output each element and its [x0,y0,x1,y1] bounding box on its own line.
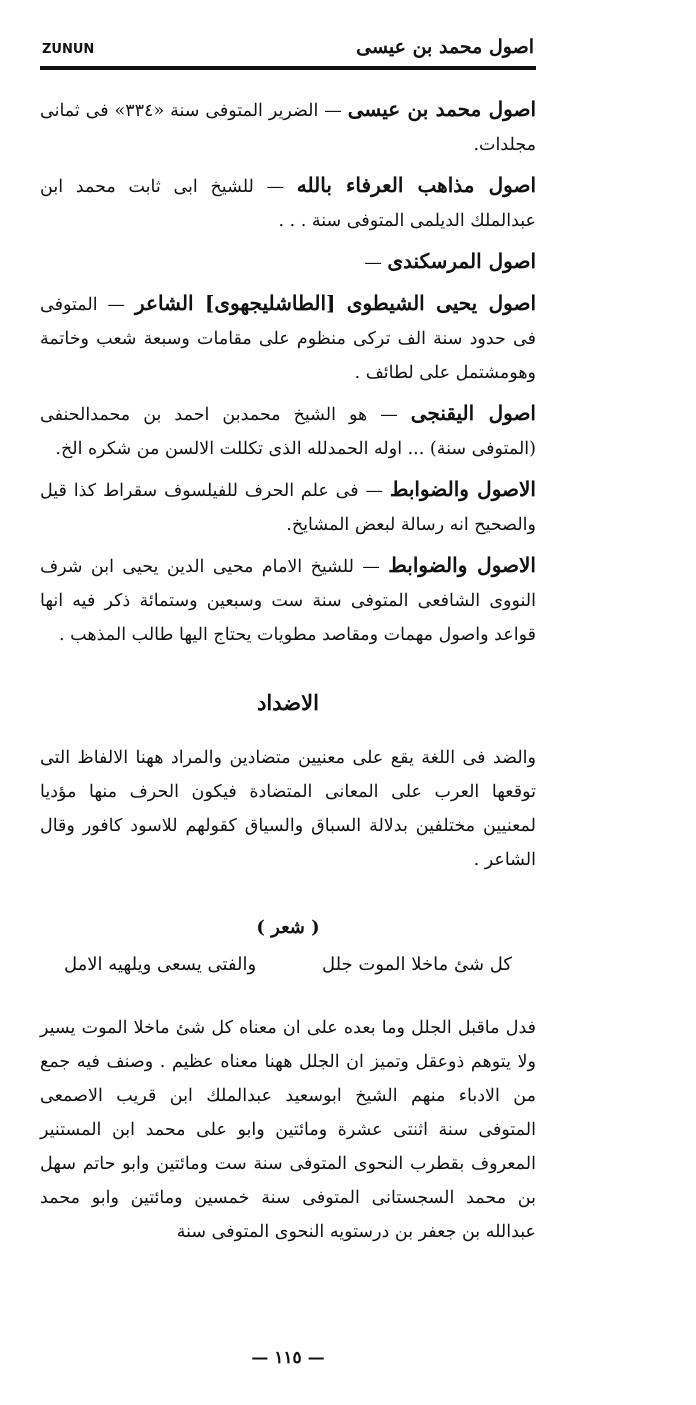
entry-text: — للشيخ ابى ثابت محمد ابن عبدالملك الديلمى المتوفى سنة . . . [40,177,536,231]
entry-heading: الاصول والضوابط [389,477,536,501]
entry [40,244,536,280]
entry-text: — الضرير المتوفى سنة «٣٣٤» فى ثمانى مجلدات. [40,101,536,155]
entry [40,396,536,466]
entry-heading: اصول اليقنجى [410,401,536,425]
entry-text: — [364,253,388,273]
running-head-title: اصول محمد بن عيسى [356,36,534,58]
entry [40,286,536,390]
page-number: — ١١٥ — [251,1348,325,1368]
entry-heading: اصول محمد بن عيسى [347,97,536,121]
entry-text: — المتوفى فى حدود سنة الف تركى منظوم على مقامات وسبعة شعب وخاتمة وهومشتمل على لطائف . [40,295,536,383]
entry [40,472,536,542]
entry-heading: الاصول والضوابط [388,553,536,577]
entries-list [40,92,536,652]
running-head-left: ZUNUN [42,42,95,57]
poem-verse [40,954,536,975]
entry-text: — فى علم الحرف للفيلسوف سقراط كذا قيل والصحيح انه رسالة لبعض المشايخ. [40,481,536,535]
header-rule [40,66,536,70]
entry [40,168,536,238]
poem-hemistich-second: والفتى يسعى ويلهيه الامل [64,954,257,975]
page [40,34,536,1384]
poem-label: ( شعر ) [256,917,320,938]
closing-paragraph: فدل ماقبل الجلل وما بعده على ان معناه كل شئ ماخلا الموت يسير ولا يتوهم ذوعقل وتميز ان الجلل ههنا معناه عظيم . وصنف فيه جمع من الادباء منهم الشيخ ابوسعيد عبدالملك ابن قريب الاصمعى المتوفى سنة اثنتى عشرة ومائتين وابو على محمد ابن المستنير المعروف بقطرب النحوى المتوفى سنة ست ومائتين وابو حاتم سهل بن محمد السجستانى المتوفى سنة خمسين ومائتين وابو محمد عبدالله بن جعفر بن درستويه النحوى المتوفى سنة [40,1018,536,1242]
entry [40,548,536,652]
entry [40,92,536,162]
running-head [40,34,536,64]
intro-paragraph: والضد فى اللغة يقع على معنيين متضادين والمراد ههنا الالفاظ التى توقعها العرب على المعانى المتضادة فيكون الحرف منها مؤديا لمعنيين مختلفين بدلالة السباق والسياق كقولهم للاسود كافور وقال الشاعر . [40,748,536,870]
entry-heading: اصول مذاهب العرفاء بالله [296,173,537,197]
entry-heading: اصول يحيى الشيطوى [الطاشليجهوى] الشاعر [134,291,536,315]
poem-hemistich-first: كل شئ ماخلا الموت جلل [321,954,512,975]
entry-heading: اصول المرسكندى [387,249,536,273]
entry-text: — للشيخ الامام محيى الدين يحيى ابن شرف النووى الشافعى المتوفى سنة ست وسبعين وستمائة ذكر فيه انها قواعد واصول مهمات ومقاصد مطويات يحتاج اليها طالب المذهب . [40,557,536,645]
section-title: الاضداد [257,690,319,715]
entry-text: — هو الشيخ محمدبن احمد بن محمدالحنفى (المتوفى سنة) ... اوله الحمدلله الذى تكللت الالسن من شكره الخ. [40,405,536,459]
